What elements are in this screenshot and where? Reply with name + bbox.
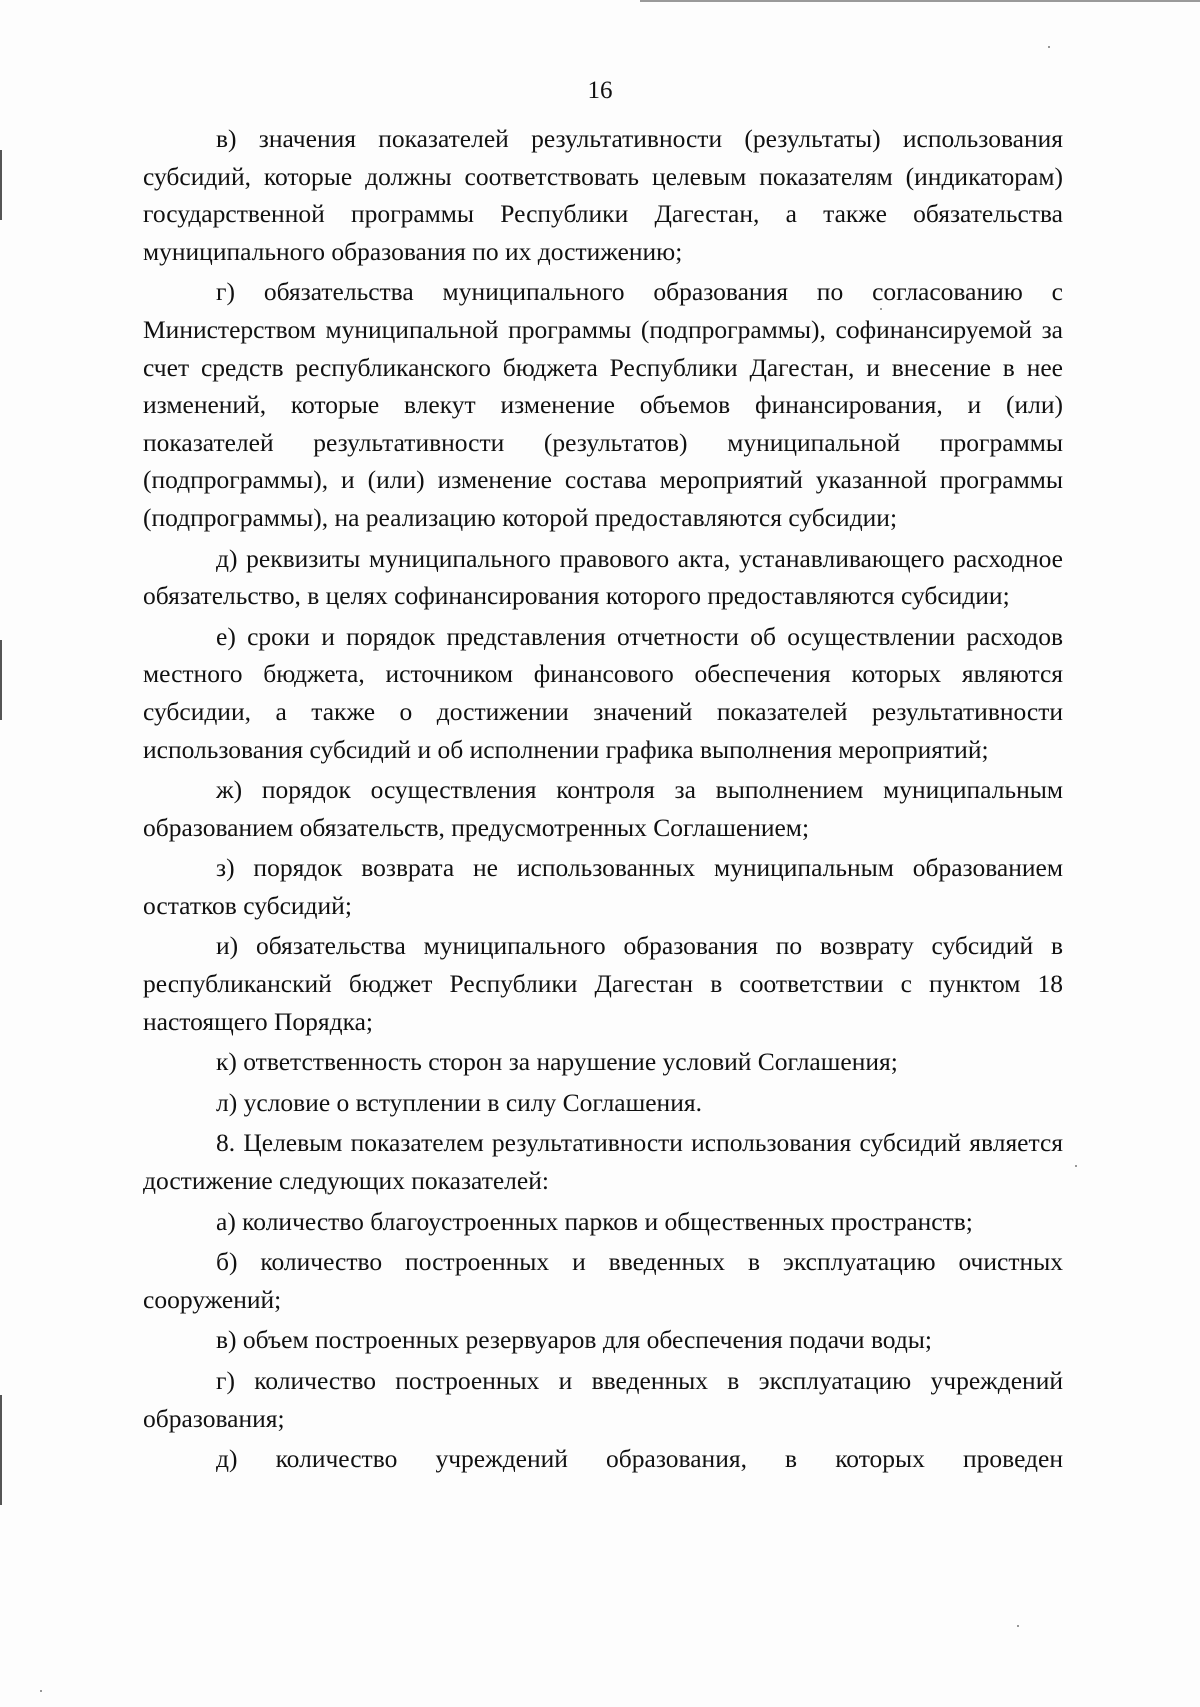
- paragraph-d-education-count: д) количество учреждений образования, в которых проведен: [216, 1444, 1063, 1474]
- paragraph-v-indicator-values: в) значения показателей результативности (результаты) использования субсидий, которые должны соответствовать целевым показателям (индикаторам) государственной программы Республики Дагестан, а также обязательства муниципального образования по их достижению;: [143, 124, 1063, 266]
- paragraph-l-entry-into-force: л) условие о вступлении в силу Соглашения.: [216, 1087, 702, 1117]
- paragraph-zh-control: ж) порядок осуществления контроля за выполнением муниципальным образованием обязательств, предусмотренных Соглашением;: [143, 775, 1063, 842]
- paragraph-e-reporting: е) сроки и порядок представления отчетности об осуществлении расходов местного бюджета, источником финансового обеспечения которых являются субсидии, а также о достижении значений показателей результативности использования субсидий и об исполнении графика выполнения мероприятий;: [143, 621, 1063, 764]
- scan-speck: [1048, 46, 1050, 48]
- paragraph-g-education-institutions: г) количество построенных и введенных в эксплуатацию учреждений образования;: [143, 1366, 1063, 1433]
- scan-speck: [40, 1690, 42, 1692]
- paragraph-i-return-obligations: и) обязательства муниципального образования по возврату субсидий в республиканский бюджет Республики Дагестан в соответствии с пунктом 18 настоящего Порядка;: [143, 931, 1063, 1036]
- scan-speck: [1017, 1625, 1019, 1627]
- paragraph-z-return-order: з) порядок возврата не использованных муниципальным образованием остатков субсидий;: [143, 853, 1063, 920]
- paragraph-a-parks: а) количество благоустроенных парков и общественных пространств;: [216, 1206, 973, 1236]
- scan-edge-mark: [0, 1395, 2, 1505]
- paragraph-b-treatment-facilities: б) количество построенных и введенных в эксплуатацию очистных сооружений;: [143, 1247, 1063, 1314]
- paragraph-v-reservoirs: в) объем построенных резервуаров для обеспечения подачи воды;: [216, 1325, 933, 1355]
- paragraph-k-responsibility: к) ответственность сторон за нарушение условий Соглашения;: [216, 1047, 898, 1077]
- paragraph-d-legal-act-details: д) реквизиты муниципального правового акта, устанавливающего расходное обязательство, в целях софинансирования которого предоставляются субсидии;: [143, 543, 1063, 611]
- scan-edge-mark: [0, 150, 2, 220]
- document-body: [143, 120, 1063, 1481]
- paragraph-g-program-obligations: г) обязательства муниципального образования по согласованию с Министерством муниципальной программы (подпрограммы), софинансируемой за счет средств республиканского бюджета Республики Дагестан, и внесение в нее изменений, которые влекут изменение объемов финансирования, и (или) показателей результативности (результатов) муниципальной программы (подпрограммы), и (или) изменение состава мероприятий указанной программы (подпрограммы), на реализацию которой предоставляются субсидии;: [143, 277, 1063, 532]
- scan-edge-line: [640, 0, 1200, 2]
- paragraph-8-target-indicator: 8. Целевым показателем результативности использования субсидий является достижение следующих показателей:: [143, 1128, 1063, 1196]
- scan-edge-mark: [0, 640, 2, 720]
- scan-speck: [1075, 1165, 1077, 1167]
- page-number: 16: [587, 77, 613, 104]
